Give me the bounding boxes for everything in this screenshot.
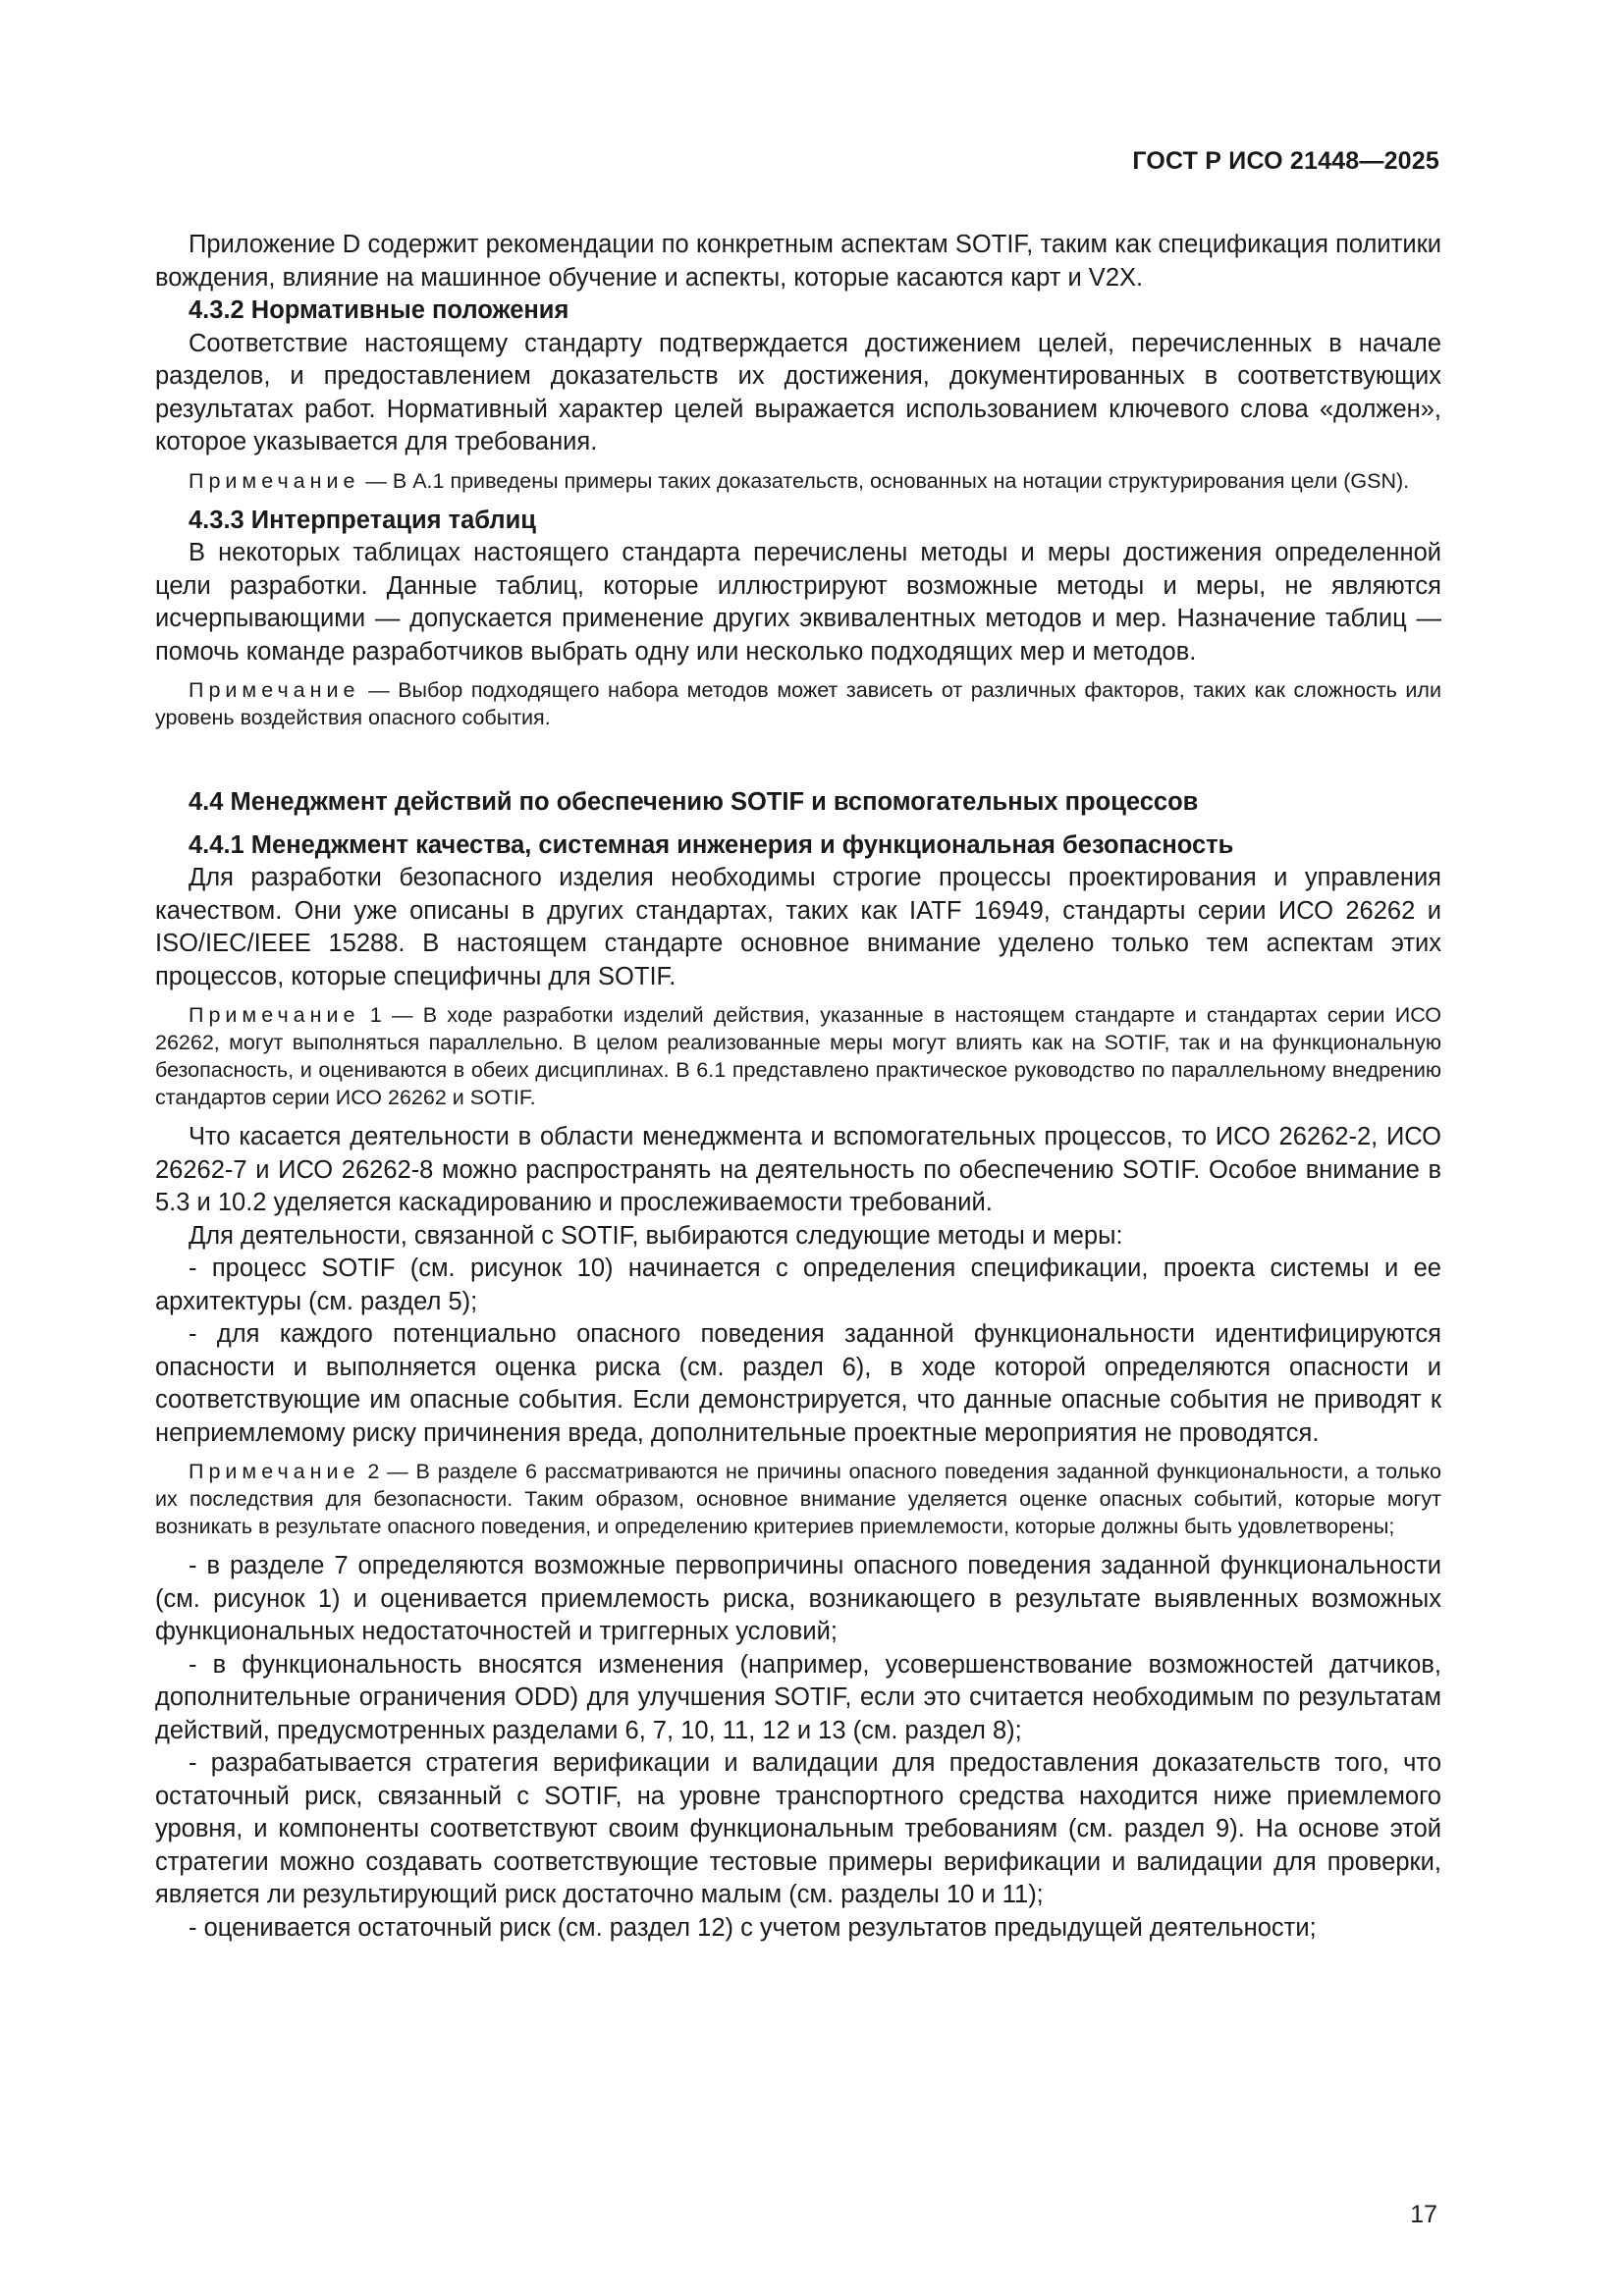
page-content — [155, 229, 1441, 1945]
paragraph-appendix-d: Приложение D содержит рекомендации по конкретным аспектам SOTIF, таким как спецификация политики вождения, влияние на машинное обучение и аспекты, которые касаются карт и V2X. — [155, 231, 1441, 292]
note-text: 1 — В ходе разработки изделий действия, указанные в настоящем стандарте и стандартах серии ИСО 26262, могут выполняться параллельно. В целом реализованные меры могут влиять как на SOTIF, так и на функциональную безопасность, и оцениваются в обеих дисциплинах. В 6.1 представлено практическое руководство по параллельному внедрению стандартов серии ИСО 26262 и SOTIF. — [155, 1003, 1441, 1109]
list-item-4: - в функциональность вносятся изменения (например, усовершенствование возможностей датчиков, дополнительные ограничения ODD) для улучшения SOTIF, если это считается необходимым по результатам действий, предусмотренных разделами 6, 7, 10, 11, 12 и 13 (см. раздел 8); — [155, 1650, 1441, 1744]
paragraph-processes: Для разработки безопасного изделия необходимы строгие процессы проектирования и управления качеством. Они уже описаны в других стандартах, таких как IATF 16949, стандарты серии ИСО 26262 и ISO/IEC/IEEE 15288. В настоящем стандарте основное внимание уделено только тем аспектам этих процессов, которые специфичны для SOTIF. — [155, 864, 1441, 990]
section-heading-4-3-2: 4.3.2 Нормативные положения — [189, 296, 569, 324]
note-text: — Выбор подходящего набора методов может зависеть от различных факторов, таких как сложность или уровень воздействия опасного события. — [155, 678, 1441, 729]
note-text: 2 — В разделе 6 рассматриваются не причины опасного поведения заданной функциональности, а только их последствия для безопасности. Таким образом, основное внимание уделяется оценке опасных событий, которые могут возникать в результате опасного поведения, и определению критериев приемлемости, которые должны быть удовлетворены; — [155, 1460, 1441, 1538]
paragraph-management: Что касается деятельности в области менеджмента и вспомогательных процессов, то ИСО 26262-2, ИСО 26262-7 и ИСО 26262-8 можно распространять на деятельность по обеспечению SOTIF. Особое внимание в 5.3 и 10.2 уделяется каскадированию и прослеживаемости требований. — [155, 1123, 1441, 1216]
section-heading-4-3-3: 4.3.3 Интерпретация таблиц — [189, 506, 536, 534]
section-heading-4-4: 4.4 Менеджмент действий по обеспечению SOTIF и вспомогательных процессов — [189, 788, 1199, 816]
list-item-6: - оценивается остаточный риск (см. раздел 12) с учетом результатов предыдущей деятельности; — [189, 1913, 1317, 1942]
paragraph-conformance: Соответствие настоящему стандарту подтверждается достижением целей, перечисленных в начале разделов, и предоставлением доказательств их достижения, документированных в соответствующих результатах работ. Нормативный характер целей выражается использованием ключевого слова «должен», которое указывается для требования. — [155, 329, 1441, 455]
document-code: ГОСТ Р ИСО 21448—2025 — [1132, 147, 1439, 175]
paragraph-tables: В некоторых таблицах настоящего стандарта перечислены методы и меры достижения определенной цели разработки. Данные таблиц, которые иллюстрируют возможные методы и меры, не являются исчерпывающими — допускается применение других эквивалентных методов и мер. Назначение таблиц — помочь команде разработчиков выбрать одну или несколько подходящих мер и методов. — [155, 539, 1441, 666]
list-item-3: - в разделе 7 определяются возможные первопричины опасного поведения заданной функциональности (см. рисунок 1) и оценивается приемлемость риска, возникающего в результате выявленных возможных функциональных недостаточностей и триггерных условий; — [155, 1552, 1441, 1645]
paragraph-methods-intro: Для деятельности, связанной с SOTIF, выбираются следующие методы и меры: — [189, 1221, 1123, 1250]
note-3 — [155, 1001, 1441, 1111]
note-text: — В А.1 приведены примеры таких доказательств, основанных на нотации структурирования цели (GSN). — [359, 468, 1410, 493]
note-2 — [155, 676, 1441, 731]
note-4 — [155, 1458, 1441, 1540]
list-item-1: - процесс SOTIF (см. рисунок 10) начинается с определения спецификации, проекта системы и ее архитектуры (см. раздел 5); — [155, 1255, 1441, 1315]
note-label: Примечание — [189, 468, 360, 493]
note-label: Примечание — [189, 678, 360, 702]
list-item-5: - разрабатывается стратегия верификации и валидации для предоставления доказательств того, что остаточный риск, связанный с SOTIF, на уровне транспортного средства находится ниже приемлемого уровня, и компоненты соответствуют своим функциональным требованиям (см. раздел 9). На основе этой стратегии можно создавать соответствующие тестовые примеры верификации и валидации для проверки, является ли результирующий риск достаточно малым (см. разделы 10 и 11); — [155, 1749, 1441, 1908]
note-label: Примечание — [189, 1003, 360, 1027]
note-1 — [155, 467, 1441, 495]
section-heading-4-4-1: 4.4.1 Менеджмент качества, системная инженерия и функциональная безопасность — [189, 830, 1234, 859]
page-number: 17 — [1410, 2201, 1437, 2228]
note-label: Примечание — [189, 1460, 360, 1483]
list-item-2: - для каждого потенциально опасного поведения заданной функциональности идентифицируются опасности и выполняется оценка риска (см. раздел 6), в ходе которой определяются опасности и соответствующие им опасные события. Если демонстрируется, что данные опасные события не приводят к неприемлемому риску причинения вреда, дополнительные проектные мероприятия не проводятся. — [155, 1320, 1441, 1447]
